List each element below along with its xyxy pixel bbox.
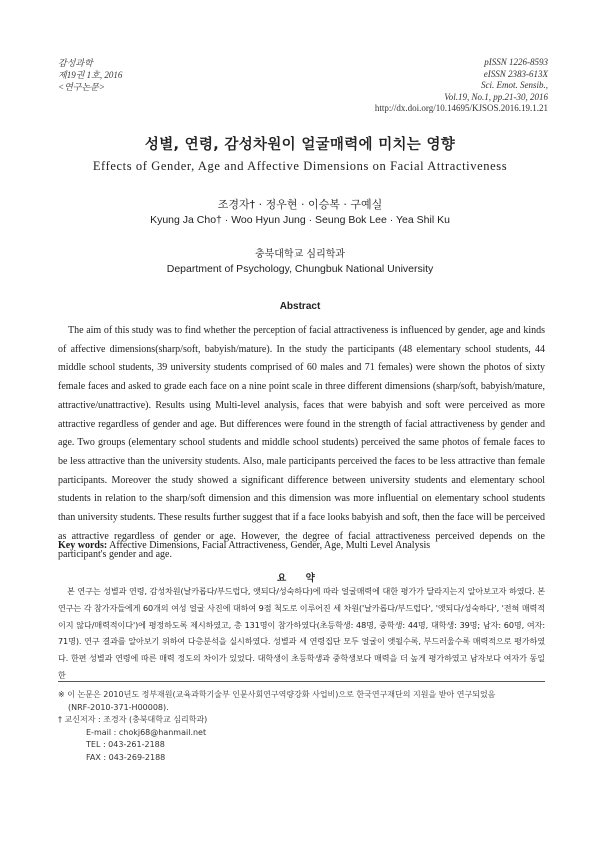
pissn: pISSN 1226-8593: [484, 57, 548, 67]
funding-note: ※ 이 논문은 2010년도 정부재원(교육과학기술부 인문사회연구역량강화 사업비)으로 한국연구재단의 지원을 받아 연구되었음: [58, 690, 496, 699]
grant-number: (NRF-2010-371-H00008).: [68, 702, 169, 712]
summary-heading: 요 약: [277, 573, 323, 584]
affiliation-english: Department of Psychology, Chungbuk National University: [166, 263, 434, 275]
abstract-body: The aim of this study was to find whether the perception of facial attractiveness is influenced by gender, age and kinds of affective dimensions(sharp/soft, babyish/mature). In the study the participants (48 elementary school students, 44 middle school students, 39 university students comprised of 60 males and 71 females) were shown the photos of sixty female faces and asked to grade each face on a nine point scale in three different dimensions (sharp/soft, babyish/mature, attractive/unattractive). Results using Multi-level analysis, faces that were babyish and soft were perceived as more attractive regardless of gender and age. But differences were found in the strength of facial attractiveness by gender and age. Two groups (elementary school students and middle school students) perceived the same photos of female faces to be less attractive than the university students. Also, male participants perceived the faces to be less attractive than female participants. Moreover the study showed a significant difference between university students and elementary school students in relation to the sharp/soft dimension and this dimension was more influential on elementary school students than university students. These results further suggest that if a face looks babyish and soft, then the face will be perceived as attractive regardless of gender or age. However, the degree of facial attractiveness perceived depends on the participant's gender and age.: [58, 325, 545, 561]
doi-link[interactable]: http://dx.doi.org/10.14695/KJSOS.2016.19.1.21: [374, 103, 548, 113]
journal-name-en: Sci. Emot. Sensib.,: [481, 80, 548, 90]
authors-korean: 조경자† · 정우현 · 이승복 · 구예실: [217, 198, 383, 211]
keywords-line: [58, 538, 545, 554]
title-english: Effects of Gender, Age and Affective Dimensions on Facial Attractiveness: [92, 159, 508, 173]
email-address[interactable]: E-mail : chokj68@hanmail.net: [86, 727, 207, 737]
keywords-list: Affective Dimensions, Facial Attractiveness, Gender, Age, Multi Level Analysis: [109, 540, 431, 551]
eissn: eISSN 2383-613X: [483, 68, 548, 79]
authors-english: Kyung Ja Cho† · Woo Hyun Jung · Seung Bok Lee · Yea Shil Ku: [150, 214, 450, 226]
keywords-label: Key words:: [58, 540, 108, 551]
telephone: TEL : 043-261-2188: [86, 740, 165, 749]
footnote-block: [58, 689, 545, 764]
volume-pages: Vol.19, No.1, pp.21-30, 2016: [444, 91, 548, 102]
summary-body: 본 연구는 성별과 연령, 감성차원(날카롭다/부드럽다, 앳되다/성숙하다)에 따라 얼굴매력에 대한 평가가 달라지는지 알아보고자 하였다. 본 연구는 각 참가자들에게 60개의 여성 얼굴 사진에 대하여 9점 척도로 이루어진 세 차원('날카롭다/부드럽다', '앳되다/성숙하다', '전혀 매력적이지 않다/매력적이다')에 평정하도록 제시하였고, 총 131명이 참가하였다(초등학생: 48명, 중학생: 44명, 대학생: 39명; 남자: 60명, 여자: 71명). 연구 결과를 알아보기 위하여 다층분석을 실시하였다. 성별과 세 연령집단 모두 얼굴이 앳될수록, 부드러울수록 매력적으로 평가하였다. 한편 성별과 연령에 따른 매력 정도의 차이가 있었다. 대학생이 초등학생과 중학생보다 매력을 더 높게 평가하였고 남자보다 여자가 동일한: [58, 586, 545, 680]
journal-header-right: [375, 57, 548, 115]
corresponding-author: † 교신저자 : 조경자 (충북대학교 심리학과): [58, 715, 208, 724]
article-type: <연구논문>: [58, 82, 105, 92]
footnote-divider: [58, 681, 545, 682]
journal-header-left: [58, 57, 122, 93]
journal-name-ko: 감성과학: [58, 58, 93, 68]
fax: FAX : 043-269-2188: [86, 752, 166, 762]
affiliation-korean: 충북대학교 심리학과: [254, 249, 346, 260]
title-korean: 성별, 연령, 감성차원이 얼굴매력에 미치는 영향: [144, 137, 456, 153]
abstract-heading: Abstract: [279, 301, 321, 312]
volume-issue-ko: 제19권 1호, 2016: [58, 70, 123, 80]
